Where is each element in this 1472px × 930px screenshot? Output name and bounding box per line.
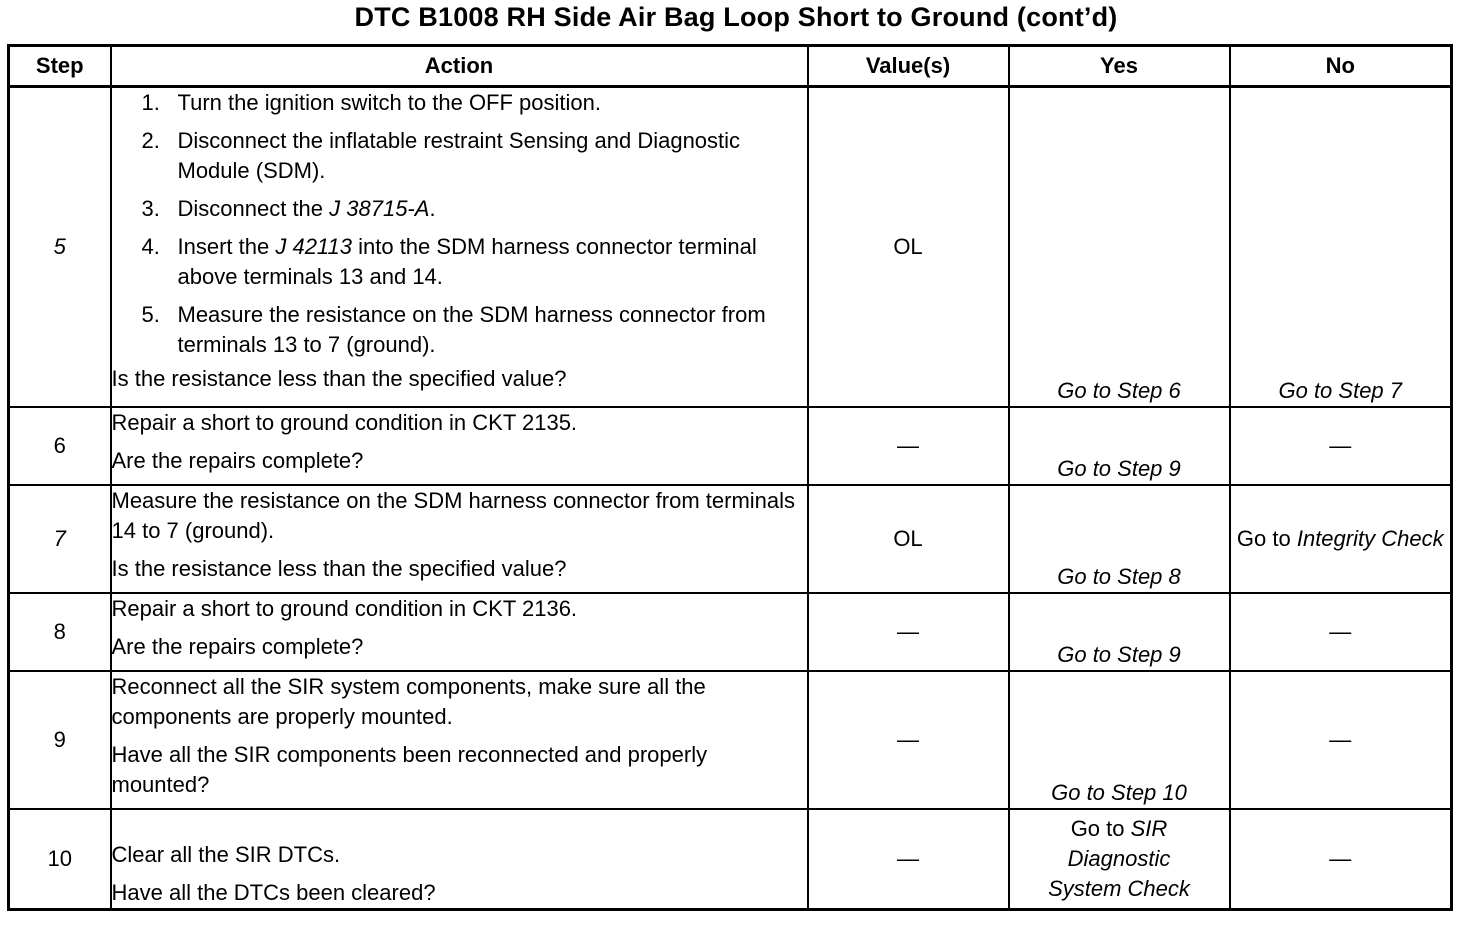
no-cell: — (1230, 809, 1452, 910)
yes-link[interactable]: Go to Step 10 (1009, 671, 1230, 809)
action-text: Clear all the SIR DTCs. (111, 842, 341, 867)
action-text: Repair a short to ground condition in CKT 2136. (111, 596, 578, 621)
list-item-number: 1. (141, 90, 160, 115)
no-cell: — (1230, 593, 1452, 671)
page-title: DTC B1008 RH Side Air Bag Loop Short to Ground (cont’d) (354, 2, 1118, 32)
action-question: Are the repairs complete? (111, 634, 364, 659)
action-cell (111, 809, 808, 910)
action-cell (111, 87, 808, 408)
list-item (112, 126, 807, 186)
yes-link[interactable]: Go to Step 8 (1009, 485, 1230, 593)
no-cell: — (1230, 407, 1452, 485)
action-question: Is the resistance less than the specified value? (111, 556, 567, 581)
action-text: Reconnect all the SIR system components, make sure all the components are properly mounted. (111, 674, 706, 729)
value-cell: — (808, 671, 1009, 809)
table-row (9, 671, 1452, 809)
yes-link[interactable]: Go to Step 9 (1009, 407, 1230, 485)
value-cell: OL (808, 87, 1009, 408)
action-cell (111, 593, 808, 671)
column-header-no: No (1230, 46, 1452, 87)
value-cell: — (808, 593, 1009, 671)
no-link[interactable] (1230, 485, 1452, 593)
list-item-text: Turn the ignition switch to the OFF position. (177, 90, 601, 115)
yes-link[interactable]: Go to Step 9 (1009, 593, 1230, 671)
action-cell (111, 485, 808, 593)
action-question: Is the resistance less than the specified value? (111, 366, 567, 391)
diagnostic-table (7, 44, 1453, 911)
yes-link[interactable] (1009, 809, 1230, 910)
step-number: 10 (9, 809, 111, 910)
list-item-number: 4. (141, 234, 160, 259)
step-number: 7 (9, 485, 111, 593)
column-header-action: Action (111, 46, 808, 87)
yes-link-prefix: Go to (1070, 816, 1131, 841)
action-step-list (112, 88, 807, 360)
table-header-row (9, 46, 1452, 87)
list-item (112, 194, 807, 224)
action-cell (111, 407, 808, 485)
action-question: Have all the DTCs been cleared? (111, 880, 436, 905)
list-item (112, 232, 807, 292)
action-cell (111, 671, 808, 809)
table-row (9, 809, 1452, 910)
action-text: Measure the resistance on the SDM harness connector from terminals 14 to 7 (ground). (111, 488, 796, 543)
column-header-step: Step (9, 46, 111, 87)
no-link-target: Integrity Check (1296, 526, 1444, 551)
action-text: Repair a short to ground condition in CKT 2135. (111, 410, 578, 435)
step-number: 5 (9, 87, 111, 408)
list-item-text: into the SDM harness connector terminal above terminals 13 and 14. (177, 234, 757, 289)
list-item-text: Disconnect the inflatable restraint Sensing and Diagnostic Module (SDM). (177, 128, 741, 183)
yes-link-target: SIR Diagnostic System Check (1048, 816, 1190, 901)
list-item-number: 5. (141, 302, 160, 327)
list-item-text: Insert the (177, 234, 276, 259)
no-cell: — (1230, 671, 1452, 809)
table-row (9, 407, 1452, 485)
step-number: 6 (9, 407, 111, 485)
no-link-prefix: Go to (1236, 526, 1297, 551)
column-header-yes: Yes (1009, 46, 1230, 87)
table-row (9, 485, 1452, 593)
list-item-text: Measure the resistance on the SDM harness connector from terminals 13 to 7 (ground). (177, 302, 766, 357)
table-row (9, 593, 1452, 671)
step-number: 9 (9, 671, 111, 809)
list-item-text: . (429, 196, 436, 221)
step-number: 8 (9, 593, 111, 671)
list-item-number: 2. (141, 128, 160, 153)
column-header-values: Value(s) (808, 46, 1009, 87)
action-question: Have all the SIR components been reconnected and properly mounted? (111, 742, 708, 797)
list-item-text: Disconnect the (177, 196, 330, 221)
value-cell: OL (808, 485, 1009, 593)
tool-reference: J 38715-A (329, 196, 430, 221)
list-item (112, 88, 807, 118)
value-cell: — (808, 809, 1009, 910)
table-row (9, 87, 1452, 408)
yes-link[interactable]: Go to Step 6 (1009, 87, 1230, 408)
action-question: Are the repairs complete? (111, 448, 364, 473)
no-link[interactable]: Go to Step 7 (1230, 87, 1452, 408)
list-item-number: 3. (141, 196, 160, 221)
value-cell: — (808, 407, 1009, 485)
list-item (112, 300, 807, 360)
tool-reference: J 42113 (275, 234, 352, 259)
